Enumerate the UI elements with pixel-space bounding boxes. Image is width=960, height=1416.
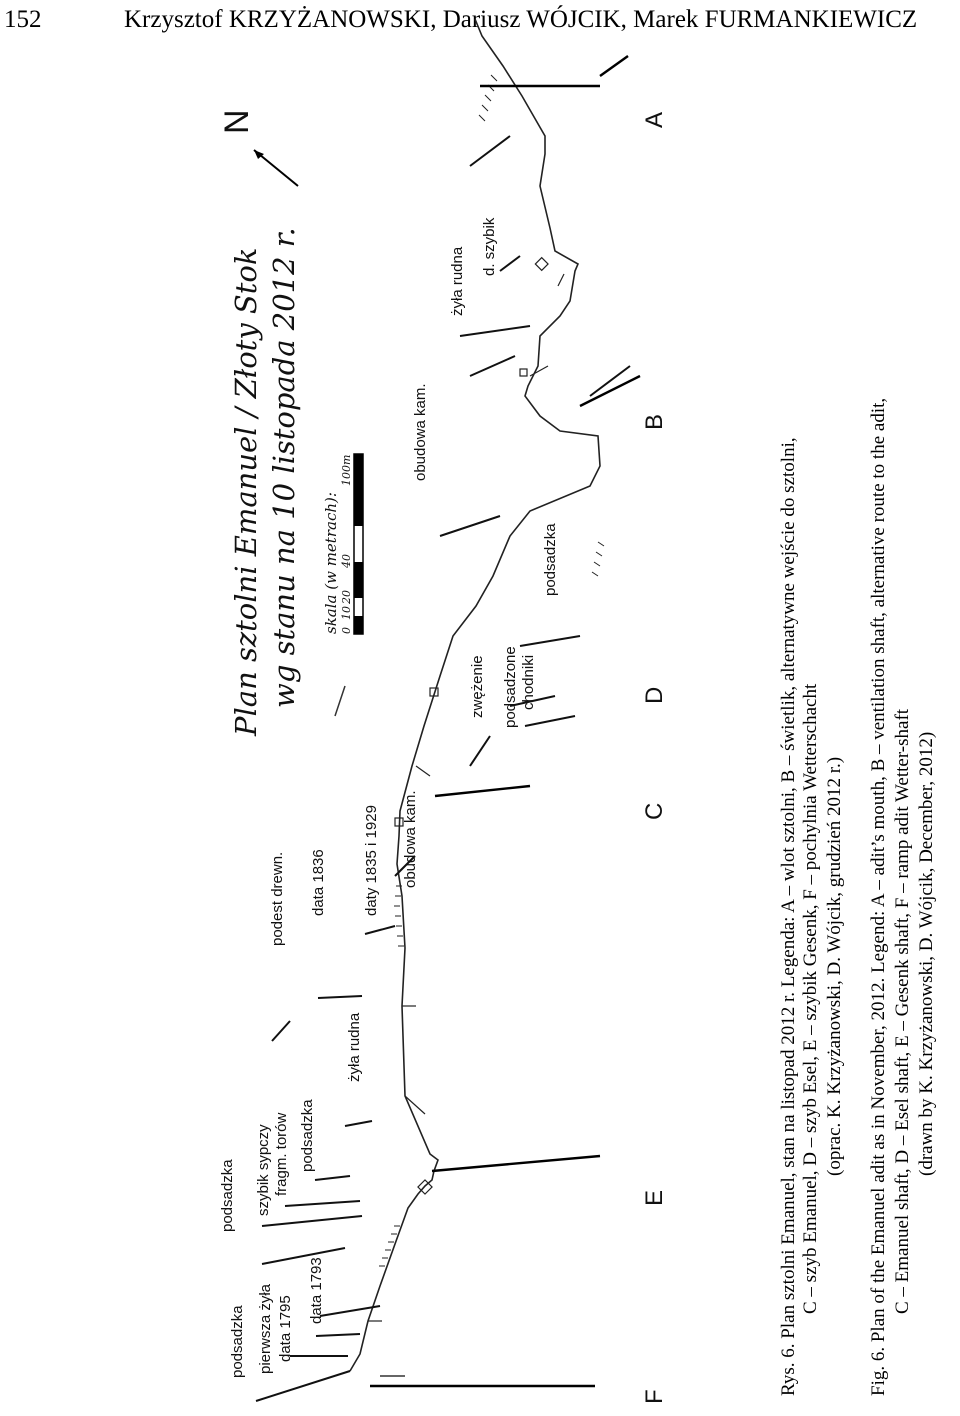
label-podest-drewn: podest drewn. bbox=[269, 851, 286, 946]
label-zyla-rudna-2: żyła rudna bbox=[449, 246, 466, 316]
label-podsadzone: podsadzone bbox=[502, 646, 519, 728]
page-number: 152 bbox=[4, 6, 42, 33]
scale-tick-100m: 100m bbox=[340, 454, 353, 486]
point-letter-a: A bbox=[641, 111, 668, 128]
figure-caption bbox=[776, 0, 960, 1416]
label-podsadzka-4: podsadzka bbox=[542, 523, 559, 596]
north-arrow-icon bbox=[218, 109, 298, 186]
scale-label: skala (w metrach): bbox=[322, 492, 340, 634]
label-daty-1835-1929: daty 1835 i 1929 bbox=[363, 805, 380, 916]
point-letter-d: D bbox=[641, 686, 668, 704]
caption-pl-line2: C – szyb Emanuel, D – szyb Esel, E – szybik Gesenk, F – pochylnia Wetterschacht bbox=[800, 683, 821, 1314]
figure-title-line2: wg stanu na 10 listopada 2012 r. bbox=[267, 227, 301, 708]
point-letter-c: C bbox=[641, 802, 668, 820]
caption-pl-line1: Rys. 6. Plan sztolni Emanuel, stan na listopad 2012 r. Legenda: A – wlot sztolni, B – świetlik, alternatywne wejście do sztolni, bbox=[778, 437, 799, 1396]
caption-pl-line3: (oprac. K. Krzyżanowski, D. Wójcik, grudzień 2012 r.) bbox=[824, 756, 845, 1176]
scale-bar bbox=[322, 454, 363, 634]
label-zyla-rudna-1: żyła rudna bbox=[346, 1012, 363, 1082]
label-fragm-torow: fragm. torów bbox=[273, 1112, 290, 1196]
label-obudowa-kam-2: obudowa kam. bbox=[412, 383, 429, 481]
label-podsadzka-2: podsadzka bbox=[219, 1159, 236, 1232]
running-head-authors: Krzysztof KRZYŻANOWSKI, Dariusz WÓJCIK, Marek FURMANKIEWICZ bbox=[124, 6, 918, 33]
label-podsadzka-1: podsadzka bbox=[229, 1305, 246, 1378]
figure-title-line1: Plan sztolni Emanuel / Złoty Stok bbox=[229, 247, 263, 736]
point-letter-f: F bbox=[641, 1389, 668, 1404]
label-obudowa-kam-1: obudowa kam. bbox=[402, 790, 419, 888]
scale-tick-40: 40 bbox=[340, 554, 353, 568]
scale-tick-20: 20 bbox=[340, 590, 353, 604]
caption-en-line1: Fig. 6. Plan of the Emanuel adit as in November, 2012. Legend: A – adit’s mouth, B – ventilation shaft, alternative route to the adit, bbox=[868, 397, 889, 1396]
label-data-1793: data 1793 bbox=[308, 1257, 325, 1324]
annotation-leaders bbox=[256, 136, 630, 1401]
label-pierwsza-zyla: pierwsza żyła bbox=[257, 1283, 274, 1374]
label-podsadzka-3: podsadzka bbox=[299, 1099, 316, 1172]
label-chodniki: chodniki bbox=[520, 654, 537, 710]
caption-en-line2: C – Emanuel shaft, D – Esel shaft, E – Gesenk shaft, F – ramp adit Wetter-shaft bbox=[892, 708, 913, 1314]
label-data-1795: data 1795 bbox=[277, 1295, 294, 1362]
point-letter-e: E bbox=[641, 1189, 668, 1206]
north-label: N bbox=[218, 109, 256, 134]
scale-tick-0: 0 bbox=[340, 627, 353, 634]
label-d-szybik: d. szybik bbox=[481, 217, 498, 276]
caption-en-line3: (drawn by K. Krzyżanowski, D. Wójcik, December, 2012) bbox=[916, 731, 937, 1176]
point-letter-b: B bbox=[641, 413, 668, 430]
side-branches bbox=[368, 274, 564, 1321]
label-szybik-sypczy: szybik sypczy bbox=[255, 1124, 272, 1216]
label-data-1836: data 1836 bbox=[310, 849, 327, 916]
label-zwezenie: zwężenie bbox=[469, 655, 486, 718]
scale-tick-10: 10 bbox=[340, 606, 353, 620]
